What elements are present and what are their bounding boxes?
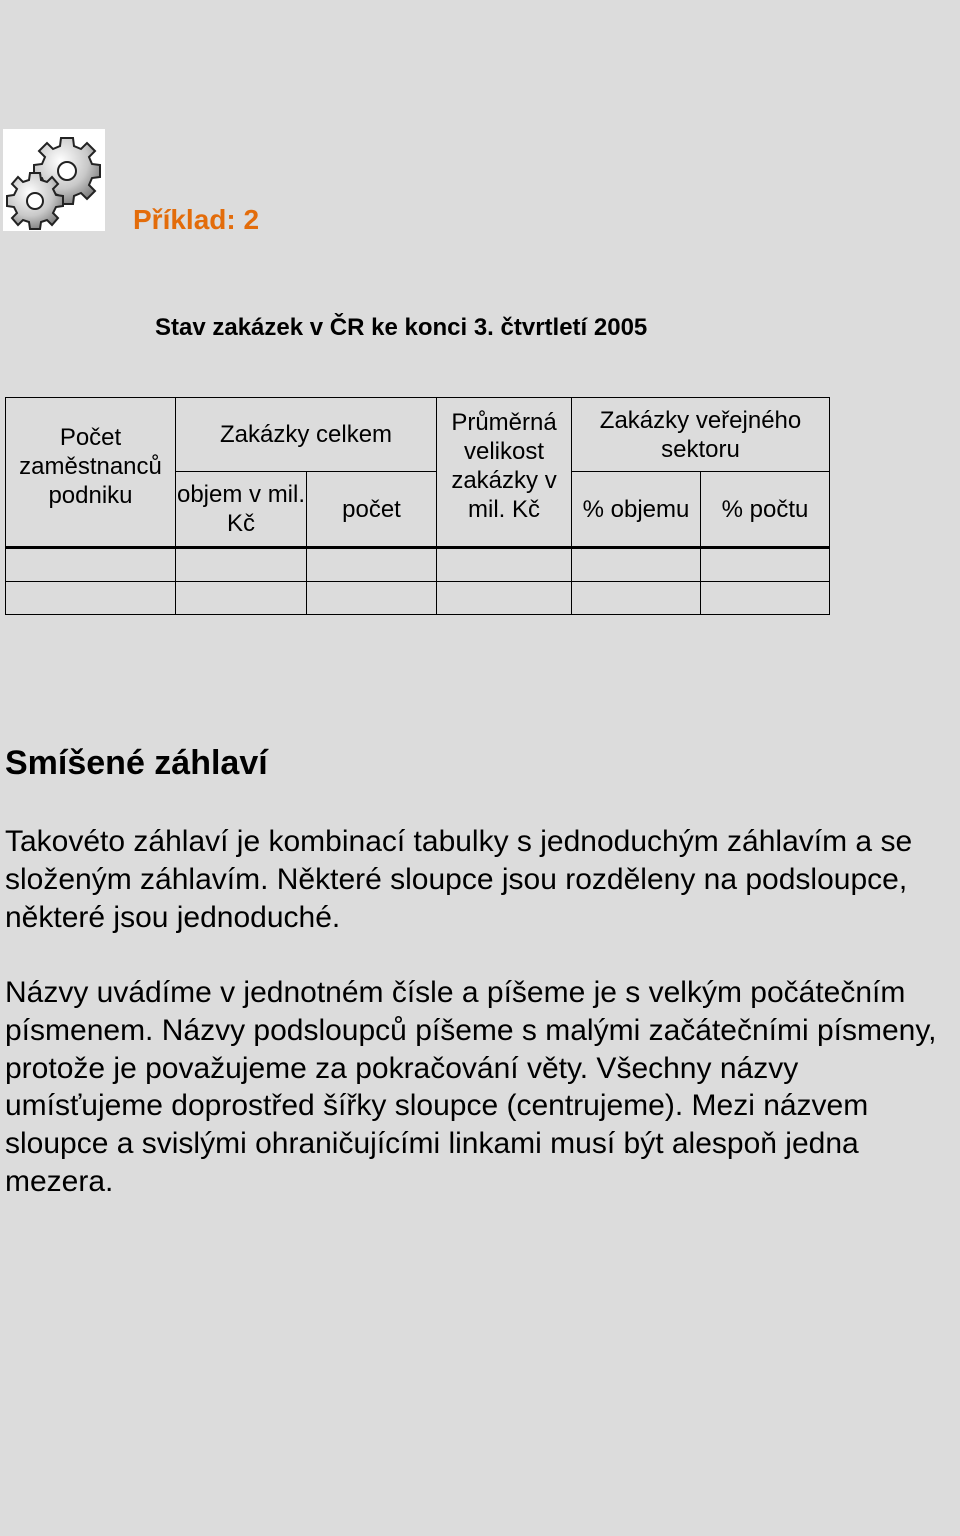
paragraph-1: Takovéto záhlaví je kombinací tabulky s jednoduchým záhlavím a se složeným záhlavím. Některé sloupce jsou rozděleny na podsloupce, některé jsou jednoduché. <box>5 825 913 934</box>
subheader-pct-count: % počtu <box>701 472 830 548</box>
table-cell <box>307 548 437 582</box>
table-cell <box>176 582 307 615</box>
gears-icon <box>3 129 105 231</box>
table-cell <box>437 548 572 582</box>
subheader-volume: objem v mil. Kč <box>176 472 307 548</box>
table-cell <box>307 582 437 615</box>
table-cell <box>701 548 830 582</box>
gears-icon-graphic <box>3 129 105 231</box>
subheader-count: počet <box>307 472 437 548</box>
section-title: Smíšené záhlaví <box>5 744 268 782</box>
table-cell <box>6 582 176 615</box>
header-average-size: Průměrná velikost zakázky v mil. Kč <box>437 398 572 548</box>
paragraph-2: Názvy uvádíme v jednotném čísle a píšeme je s velkým počátečním písmenem. Názvy podsloupců píšeme s malými začátečními písmeny, protože je považujeme za pokračování věty. Všechny názvy umísťujeme doprostřed šířky sloupce (centrujeme). Mezi názvem sloupce a svislými ohraničujícími linkami musí být alespoň jedna mezera. <box>5 976 937 1198</box>
header-public-orders: Zakázky veřejného sektoru <box>572 398 830 472</box>
table-row <box>6 582 830 615</box>
table-cell <box>6 548 176 582</box>
table-cell <box>572 548 701 582</box>
table-row <box>6 548 830 582</box>
header-employees: Počet zaměstnanců podniku <box>6 398 176 548</box>
subheader-pct-volume: % objemu <box>572 472 701 548</box>
table-title: Stav zakázek v ČR ke konci 3. čtvrtletí 2005 <box>155 314 648 341</box>
table-cell <box>572 582 701 615</box>
orders-table <box>5 397 830 615</box>
table-cell <box>701 582 830 615</box>
header-total-orders: Zakázky celkem <box>176 398 437 472</box>
table-cell <box>437 582 572 615</box>
example-label: Příklad: 2 <box>133 204 260 235</box>
table-cell <box>176 548 307 582</box>
